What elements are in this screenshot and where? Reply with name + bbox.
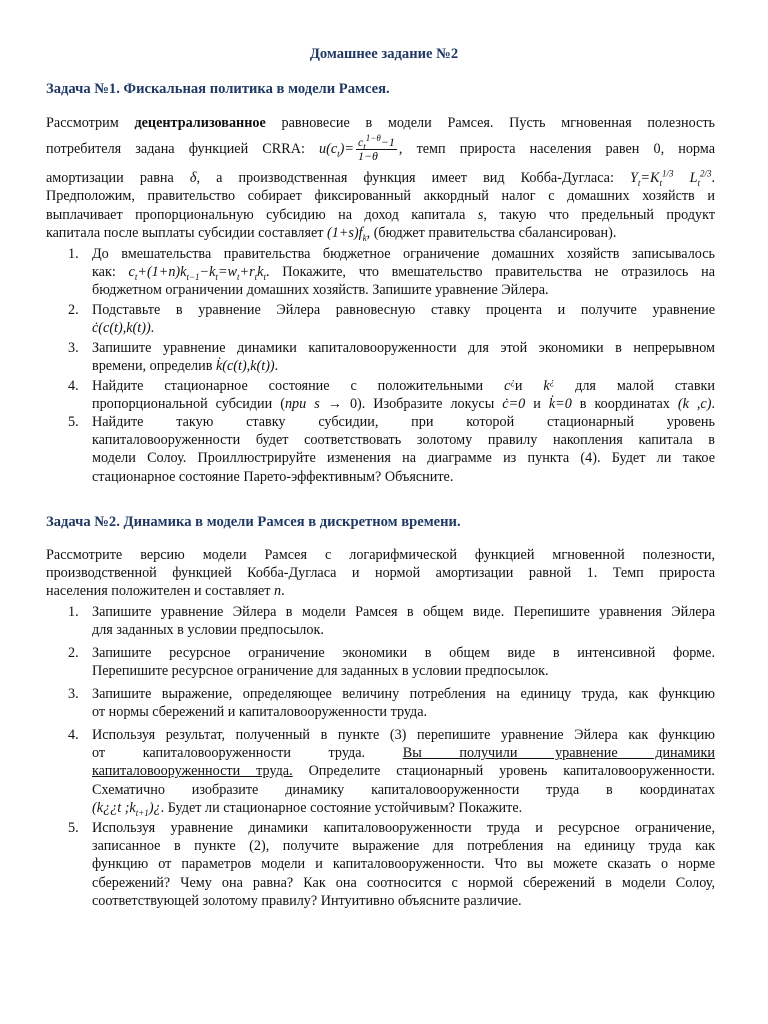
delta-symbol: δ	[189, 170, 197, 187]
production-function: $Y_t=K_t^{1/3}$ $L_t^{2/3}$	[630, 168, 712, 189]
k-dot-formula: k̇(c(t),k(t))	[215, 358, 275, 375]
budget-constraint: $c_t+(1+n)k_{t-1}-k_t=w_t+r_tk_t$	[128, 264, 266, 283]
task2-intro: Рассмотрите версию модели Рамсея с логарифмической функцией мгновенной полезности, производственной функцией Кобба-Дугласа и нормой амортизации равной 1. Темп прироста населения положителен и составляет n.	[46, 547, 715, 600]
intro-line-4: Предположим, правительство собирает фиксированный аккордный налог с домашних хозяйств и	[46, 188, 715, 205]
subsidy-formula: $(1+s)f_k$	[327, 224, 367, 243]
intro-line-3: амортизации равна δ, а производственная функция имеет вид Кобба-Дугласа: $Y_t=K_t^{1/3}$ $L_t^{2/3}$.	[46, 168, 716, 189]
task1-heading: Задача №1. Фискальная политика в модели Рамсея.	[46, 81, 390, 97]
coords-formula: (k¿¿t $;k_{t+1})¿$	[92, 799, 161, 818]
utility-formula: $u(c_t)=$ $\frac{c_t^{1-\theta}-1}{1-\theta}$	[319, 133, 395, 164]
page-title: Домашнее задание №2	[309, 46, 459, 62]
intro-line-5: выплачивает пропорциональную субсидию на доход капитала s, такую что предельный продукт	[46, 206, 716, 223]
task2-heading: Задача №2. Динамика в модели Рамсея в дискретном времени.	[46, 514, 461, 530]
document-page: Домашнее задание №2 Задача №1. Фискальная политика в модели Рамсея. Рассмотрим децентрализованное равновесие в модели Рамсея. Пусть мгновенная полезность потребителя задана функцией CRRA: $u(c_t)=$ $\frac{c_t^{1-\theta}-1}{1-\theta}$ , темп прироста населения равен 0, норма амортизации равна δ, а производственная функция имеет вид Кобба-Дугласа: $Y_t=K_t^{1/3}$ $L_t^{2/3}$. Предположим, правительство собирает фиксированный аккордный налог с домашних хозяйств и выплачивает пропорциональную субсидию на доход капитала s, такую что предельный продукт капитала после выплаты субсидии составляет $(1+s)f_k$, (бюджет правительства сбалансирован). 1. До вмешательства правительства бюджетное ограничение домашних хозяйств записывалось как: $c_t+(1+n)k_{t-1}-k_t=w_t+r_tk_t$. Покажите, что вмешательство правительства не отразилось на бюджетном ограничении домашних хозяйств. Запишите уравнение Эйлера. 2. Подставьте в уравнение Эйлера равновесную ставку процента и получите уравнение ċ(c(t),k(t)). 3. Запишите уравнение динамики капиталовооруженности для этой экономики в непрерывном времени, определив k̇(c(t),k(t)). 4. Найдите стационарное состояние с положительными c¿и k¿ для малой ставки пропорциональной субсидии (npu s → 0). Изобразите локусы ċ=0 и k̇=0 в координатах (k ,c). 5. Найдите такую ставку субсидии, при которой стационарный уровень капиталовооруженности будет соответствовать золотому правилу накопления капитала в модели Солоу. Проиллюстрируйте изменения на диаграмме из пункта (4). Будет ли такое стационарное состояние Парето-эффективным? Объясните. Задача №2. Динамика в модели Рамсея в дискретном времени. Рассмотрите версию модели Рамсея с логарифмической функцией мгновенной полезности, производственной функцией Кобба-Дугласа и нормой амортизации равной 1. Темп прироста населения положителен и составляет n. 1. Запишите уравнение Эйлера в модели Рамсея в общем виде. Перепишите уравнения Эйлера для заданных в условии предпосылок. 2. Запишите ресурсное ограничение экономики в общем виде в интенсивной форме. Перепишите ресурсное ограничение для заданных в условии предпосылок. 3. Запишите выражение, определяющее величину потребления на единицу труда, как функцию от нормы сбережений и капиталовооруженности труда. 4. Используя результат, полученный в пункте (3) перепишите уравнение Эйлера как функцию от капиталовооруженности труда. Вы получили уравнение динамики капиталовооруженности труда. Определите стационарный уровень капиталовооруженности. Схематично изобразите динамику капиталовооруженности труда в координатах (k¿¿t $;k_{t+1})¿$. Будет ли стационарное состояние устойчивым? Покажите. 5. Используя уравнение динамики капиталовооруженности труда и ресурсное ограничение, записанное в пункте (2), получите выражение для потребления на единицу труда как функцию от параметров модели и капиталовооруженности. Что вы можете сказать о норме сбережений? Чему она равна? Как она соотносится с нормой сбережений в модели Солоу, соответствующей золотому правилу? Интуитивно объясните различие.	[0, 0, 768, 1024]
intro-line-2: потребителя задана функцией CRRA: $u(c_t)=$ $\frac{c_t^{1-\theta}-1}{1-\theta}$ , темп прироста населения равен 0, норма	[46, 133, 715, 164]
c-dot-formula: ċ(c(t),k(t))	[92, 320, 151, 337]
intro-line-1: Рассмотрим децентрализованное равновесие в модели Рамсея. Пусть мгновенная полезность	[46, 115, 715, 131]
task1-intro	[46, 114, 715, 242]
intro-line-6: капитала после выплаты субсидии составляет $(1+s)f_k$, (бюджет правительства сбалансирован).	[46, 224, 617, 243]
